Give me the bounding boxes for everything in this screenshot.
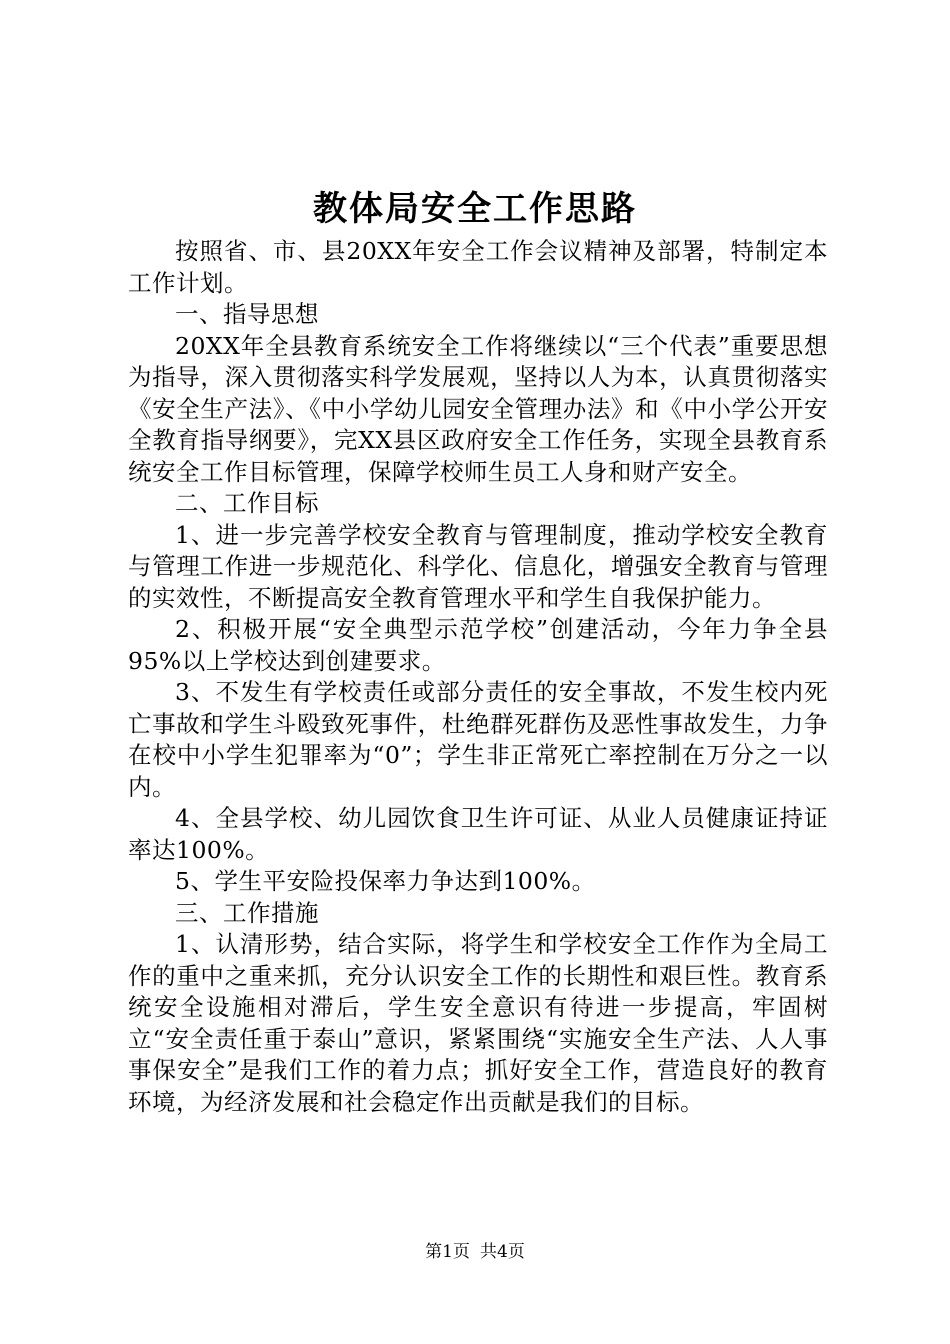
heading-work-goals: 二、工作目标 [175, 489, 319, 517]
heading-guiding-thought: 一、指导思想 [175, 300, 319, 328]
paragraph-goal-3: 3、不发生有学校责任或部分责任的安全事故，不发生校内死亡事故和学生斗殴致死事件，杜绝群死群伤及恶性事故发生，力争在校中小学生犯罪率为“0”；学生非正常死亡率控制在万分之一以内。 [128, 678, 828, 801]
paragraph-goal-2: 2、积极开展“安全典型示范学校”创建活动，今年力争全县95%以上学校达到创建要求。 [128, 615, 828, 675]
page-total: 共4页 [480, 1242, 525, 1262]
document-body [128, 236, 828, 1118]
paragraph-guiding-thought: 20XX年全县教育系统安全工作将继续以“三个代表”重要思想为指导，深入贯彻落实科学发展观，坚持以人为本，认真贯彻落实《安全生产法》、《中小学幼儿园安全管理办法》和《中小学公开安全教育指导纲要》，完XX县区政府安全工作任务，实现全县教育系统安全工作目标管理，保障学校师生员工人身和财产安全。 [128, 331, 828, 486]
paragraph-measure-1: 1、认清形势，结合实际，将学生和学校安全工作作为全局工作的重中之重来抓，充分认识安全工作的长期性和艰巨性。教育系统安全设施相对滞后，学生安全意识有待进一步提高，牢固树立“安全责任重于泰山”意识，紧紧围绕“实施安全生产法、人人事事保安全”是我们工作的着力点；抓好安全工作，营造良好的教育环境，为经济发展和社会稳定作出贡献是我们的目标。 [128, 930, 828, 1116]
paragraph-intro: 按照省、市、县20XX年安全工作会议精神及部署，特制定本工作计划。 [128, 237, 828, 297]
paragraph-goal-5: 5、学生平安险投保率力争达到100%。 [175, 867, 596, 895]
document-title: 教体局安全工作思路 [313, 189, 637, 229]
heading-work-measures: 三、工作措施 [175, 898, 319, 927]
paragraph-goal-4: 4、全县学校、幼儿园饮食卫生许可证、从业人员健康证持证率达100%。 [128, 804, 828, 864]
paragraph-goal-1: 1、进一步完善学校安全教育与管理制度，推动学校安全教育与管理工作进一步规范化、科学化、信息化，增强安全教育与管理的实效性，不断提高安全教育管理水平和学生自我保护能力。 [128, 520, 828, 612]
page-number: 第1页 [425, 1242, 470, 1262]
page-footer [0, 1240, 950, 1264]
